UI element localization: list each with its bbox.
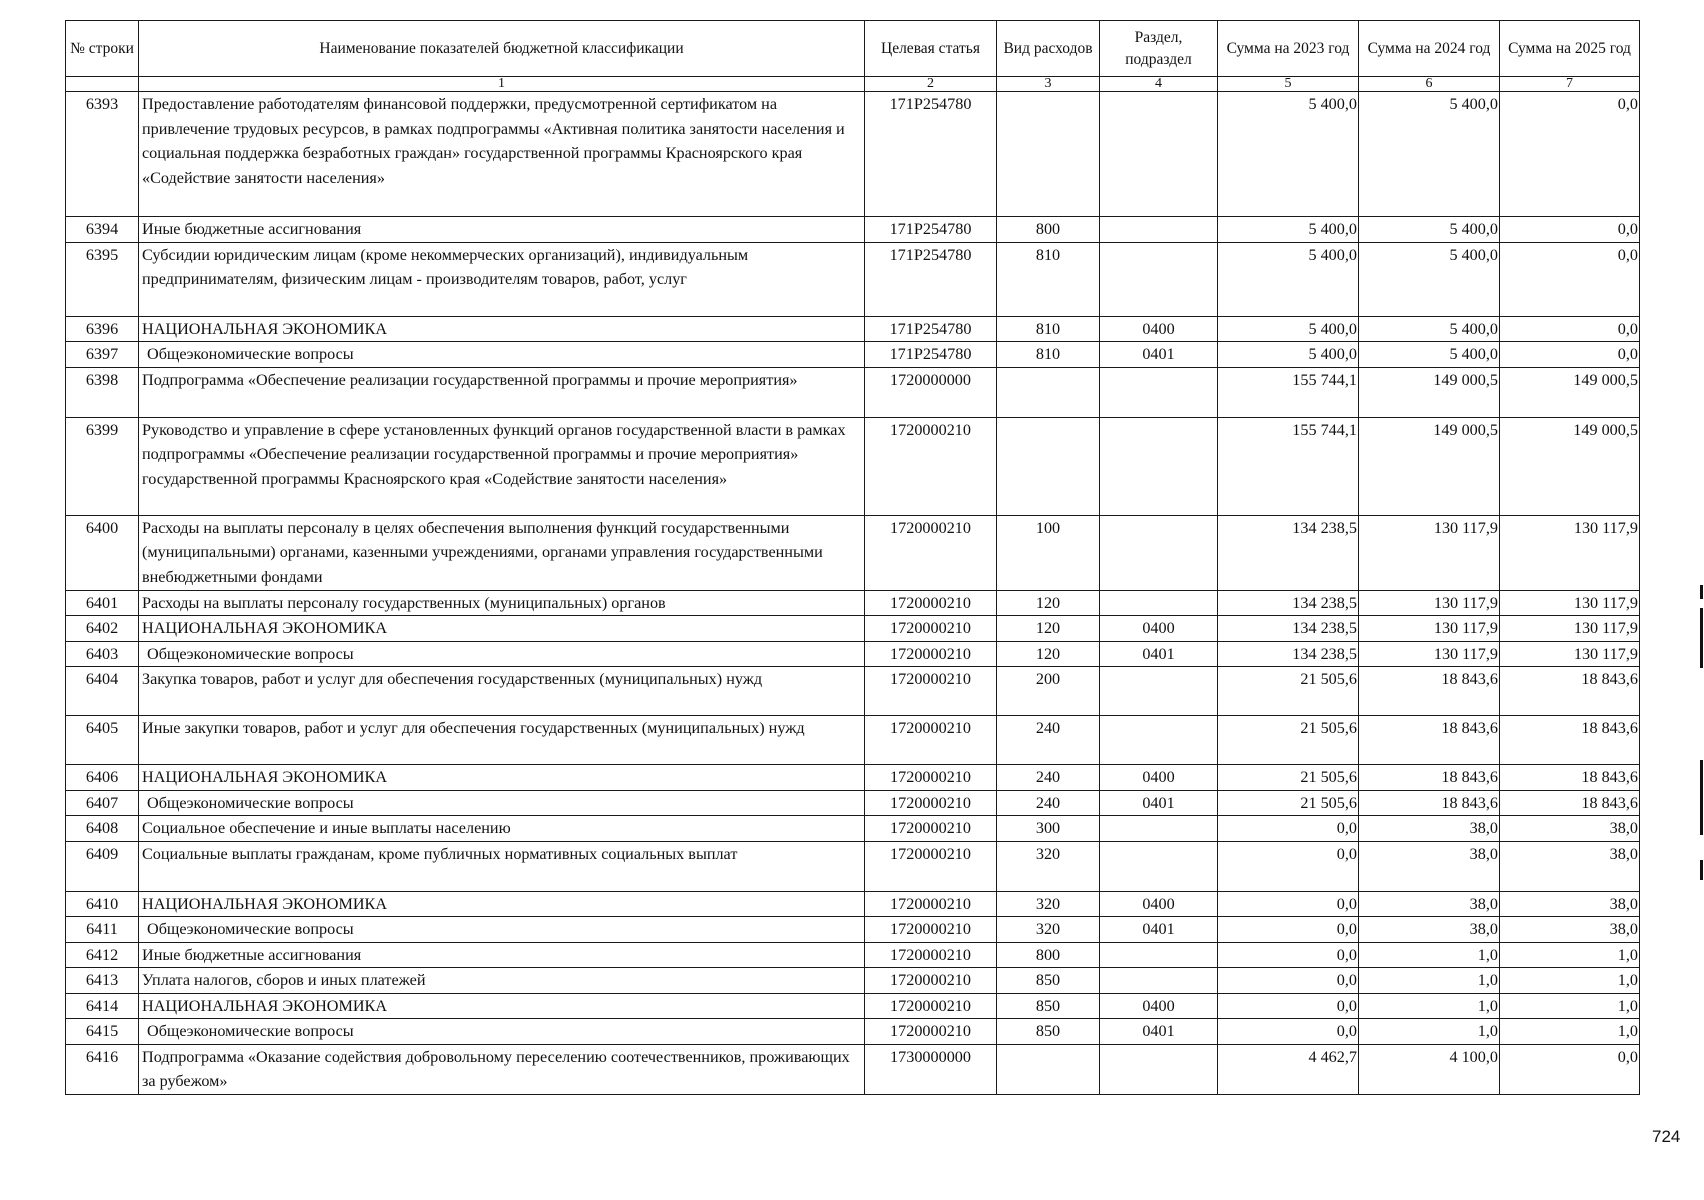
row-number: 6393 (66, 92, 139, 217)
scan-edge-mark (1700, 760, 1703, 835)
row-expense-type: 240 (997, 765, 1100, 791)
table-row (66, 641, 1640, 667)
row-sum-2025: 1,0 (1500, 968, 1640, 994)
header-index: 7 (1500, 77, 1640, 92)
table-row (66, 1044, 1640, 1094)
row-sum-2024: 130 117,9 (1359, 641, 1500, 667)
row-sum-2023: 0,0 (1218, 917, 1359, 943)
row-sum-2025: 149 000,5 (1500, 367, 1640, 417)
row-sum-2025: 1,0 (1500, 1019, 1640, 1045)
row-section (1100, 417, 1218, 515)
row-name: Расходы на выплаты персоналу в целях обеспечения выполнения функций государственными (муниципальными) органами, казенными учреждениями, органами управления государственными внебюджетными фондами (139, 515, 865, 590)
row-section (1100, 367, 1218, 417)
row-sum-2023: 0,0 (1218, 942, 1359, 968)
row-target-article: 1730000000 (865, 1044, 997, 1094)
row-sum-2023: 21 505,6 (1218, 790, 1359, 816)
row-expense-type (997, 417, 1100, 515)
row-expense-type: 850 (997, 968, 1100, 994)
row-sum-2024: 38,0 (1359, 917, 1500, 943)
row-expense-type: 320 (997, 891, 1100, 917)
table-row (66, 993, 1640, 1019)
row-number: 6399 (66, 417, 139, 515)
row-target-article: 1720000210 (865, 891, 997, 917)
row-sum-2025: 130 117,9 (1500, 641, 1640, 667)
row-number: 6398 (66, 367, 139, 417)
row-section (1100, 968, 1218, 994)
row-sum-2025: 18 843,6 (1500, 716, 1640, 765)
row-name: Общеэкономические вопросы (139, 917, 865, 943)
row-name: Иные бюджетные ассигнования (139, 942, 865, 968)
row-sum-2025: 1,0 (1500, 942, 1640, 968)
header-index: 4 (1100, 77, 1218, 92)
row-section: 0400 (1100, 316, 1218, 342)
row-expense-type (997, 367, 1100, 417)
row-sum-2024: 5 400,0 (1359, 92, 1500, 217)
row-name: Общеэкономические вопросы (139, 790, 865, 816)
table-row (66, 217, 1640, 243)
row-expense-type: 200 (997, 667, 1100, 716)
row-section: 0400 (1100, 993, 1218, 1019)
row-section: 0400 (1100, 765, 1218, 791)
row-sum-2024: 4 100,0 (1359, 1044, 1500, 1094)
table-row (66, 841, 1640, 891)
table-row (66, 917, 1640, 943)
row-expense-type: 320 (997, 841, 1100, 891)
row-sum-2025: 0,0 (1500, 1044, 1640, 1094)
row-sum-2024: 18 843,6 (1359, 790, 1500, 816)
scan-edge-mark (1700, 860, 1703, 880)
table-row (66, 342, 1640, 368)
row-sum-2024: 1,0 (1359, 968, 1500, 994)
table-row (66, 515, 1640, 590)
row-name: Иные закупки товаров, работ и услуг для обеспечения государственных (муниципальных) нужд (139, 716, 865, 765)
row-section (1100, 1044, 1218, 1094)
row-sum-2023: 5 400,0 (1218, 92, 1359, 217)
row-sum-2024: 5 400,0 (1359, 242, 1500, 316)
row-expense-type: 800 (997, 942, 1100, 968)
row-number: 6412 (66, 942, 139, 968)
row-expense-type: 800 (997, 217, 1100, 243)
row-expense-type: 320 (997, 917, 1100, 943)
table-row (66, 765, 1640, 791)
row-sum-2025: 1,0 (1500, 993, 1640, 1019)
row-name: Подпрограмма «Оказание содействия добровольному переселению соотечественников, проживающих за рубежом» (139, 1044, 865, 1094)
row-name: Расходы на выплаты персоналу государственных (муниципальных) органов (139, 590, 865, 616)
header-sum-2025: Сумма на 2025 год (1500, 21, 1640, 77)
row-name: Общеэкономические вопросы (139, 1019, 865, 1045)
row-number: 6395 (66, 242, 139, 316)
row-section: 0401 (1100, 917, 1218, 943)
row-expense-type: 120 (997, 641, 1100, 667)
row-sum-2025: 38,0 (1500, 841, 1640, 891)
table-row (66, 367, 1640, 417)
row-name: Иные бюджетные ассигнования (139, 217, 865, 243)
row-target-article: 1720000210 (865, 968, 997, 994)
row-number: 6409 (66, 841, 139, 891)
row-name: Уплата налогов, сборов и иных платежей (139, 968, 865, 994)
row-name: Закупка товаров, работ и услуг для обеспечения государственных (муниципальных) нужд (139, 667, 865, 716)
table-row (66, 316, 1640, 342)
page-number: 724 (1652, 1127, 1681, 1146)
row-sum-2024: 149 000,5 (1359, 367, 1500, 417)
row-expense-type: 850 (997, 993, 1100, 1019)
row-expense-type (997, 1044, 1100, 1094)
row-sum-2023: 5 400,0 (1218, 316, 1359, 342)
row-name: Руководство и управление в сфере установленных функций органов государственной власти в рамках подпрограммы «Обеспечение реализации государственной программы и прочие мероприятия» государственной программы Красноярского края «Содействие занятости населения» (139, 417, 865, 515)
row-sum-2024: 38,0 (1359, 841, 1500, 891)
row-sum-2025: 18 843,6 (1500, 765, 1640, 791)
budget-table (65, 20, 1640, 1095)
row-section (1100, 841, 1218, 891)
table-row (66, 92, 1640, 217)
row-sum-2024: 130 117,9 (1359, 515, 1500, 590)
row-section (1100, 590, 1218, 616)
row-sum-2025: 149 000,5 (1500, 417, 1640, 515)
table-row (66, 242, 1640, 316)
row-expense-type: 100 (997, 515, 1100, 590)
row-sum-2024: 130 117,9 (1359, 616, 1500, 642)
row-expense-type: 850 (997, 1019, 1100, 1045)
row-expense-type (997, 92, 1100, 217)
row-name: Социальные выплаты гражданам, кроме публичных нормативных социальных выплат (139, 841, 865, 891)
row-number: 6404 (66, 667, 139, 716)
row-target-article: 1720000210 (865, 716, 997, 765)
header-index: 3 (997, 77, 1100, 92)
row-target-article: 1720000210 (865, 942, 997, 968)
row-sum-2025: 130 117,9 (1500, 590, 1640, 616)
row-sum-2025: 0,0 (1500, 342, 1640, 368)
row-sum-2025: 38,0 (1500, 917, 1640, 943)
row-sum-2025: 0,0 (1500, 242, 1640, 316)
row-sum-2024: 38,0 (1359, 816, 1500, 842)
row-sum-2023: 0,0 (1218, 968, 1359, 994)
row-sum-2023: 134 238,5 (1218, 616, 1359, 642)
row-sum-2023: 21 505,6 (1218, 765, 1359, 791)
row-target-article: 171P254780 (865, 92, 997, 217)
row-sum-2023: 0,0 (1218, 841, 1359, 891)
row-target-article: 1720000210 (865, 515, 997, 590)
row-number: 6406 (66, 765, 139, 791)
row-number: 6411 (66, 917, 139, 943)
row-target-article: 1720000210 (865, 765, 997, 791)
row-sum-2023: 0,0 (1218, 1019, 1359, 1045)
row-sum-2023: 0,0 (1218, 816, 1359, 842)
row-number: 6397 (66, 342, 139, 368)
row-number: 6416 (66, 1044, 139, 1094)
row-expense-type: 240 (997, 716, 1100, 765)
row-name: НАЦИОНАЛЬНАЯ ЭКОНОМИКА (139, 891, 865, 917)
row-target-article: 1720000000 (865, 367, 997, 417)
header-sum-2024: Сумма на 2024 год (1359, 21, 1500, 77)
row-sum-2025: 130 117,9 (1500, 616, 1640, 642)
row-name: Общеэкономические вопросы (139, 342, 865, 368)
row-sum-2024: 5 400,0 (1359, 316, 1500, 342)
row-name: Предоставление работодателям финансовой поддержки, предусмотренной сертификатом на привлечение трудовых ресурсов, в рамках подпрограммы «Активная политика занятости населения и социальная поддержка безработных граждан» государственной программы Красноярского края «Содействие занятости населения» (139, 92, 865, 217)
row-name: Социальное обеспечение и иные выплаты населению (139, 816, 865, 842)
row-section (1100, 92, 1218, 217)
row-target-article: 1720000210 (865, 641, 997, 667)
row-target-article: 1720000210 (865, 790, 997, 816)
row-expense-type: 240 (997, 790, 1100, 816)
row-number: 6414 (66, 993, 139, 1019)
row-target-article: 171P254780 (865, 217, 997, 243)
row-sum-2023: 155 744,1 (1218, 367, 1359, 417)
row-sum-2023: 21 505,6 (1218, 716, 1359, 765)
row-sum-2023: 21 505,6 (1218, 667, 1359, 716)
row-expense-type: 810 (997, 242, 1100, 316)
row-sum-2023: 5 400,0 (1218, 242, 1359, 316)
row-expense-type: 810 (997, 342, 1100, 368)
row-name: НАЦИОНАЛЬНАЯ ЭКОНОМИКА (139, 616, 865, 642)
table-row (66, 417, 1640, 515)
row-sum-2023: 134 238,5 (1218, 515, 1359, 590)
row-name: НАЦИОНАЛЬНАЯ ЭКОНОМИКА (139, 316, 865, 342)
row-sum-2024: 149 000,5 (1359, 417, 1500, 515)
row-expense-type: 120 (997, 590, 1100, 616)
row-name: Подпрограмма «Обеспечение реализации государственной программы и прочие мероприятия» (139, 367, 865, 417)
row-section (1100, 515, 1218, 590)
row-number: 6394 (66, 217, 139, 243)
row-sum-2024: 1,0 (1359, 942, 1500, 968)
header-index (66, 77, 139, 92)
row-section (1100, 816, 1218, 842)
row-sum-2025: 0,0 (1500, 316, 1640, 342)
row-number: 6407 (66, 790, 139, 816)
row-number: 6405 (66, 716, 139, 765)
header-name: Наименование показателей бюджетной классификации (139, 21, 865, 77)
row-sum-2024: 5 400,0 (1359, 342, 1500, 368)
row-target-article: 1720000210 (865, 590, 997, 616)
row-sum-2024: 38,0 (1359, 891, 1500, 917)
row-section (1100, 667, 1218, 716)
header-exp-type: Вид расходов (997, 21, 1100, 77)
row-sum-2024: 18 843,6 (1359, 765, 1500, 791)
row-expense-type: 300 (997, 816, 1100, 842)
row-sum-2025: 130 117,9 (1500, 515, 1640, 590)
row-sum-2023: 0,0 (1218, 993, 1359, 1019)
row-sum-2025: 38,0 (1500, 816, 1640, 842)
table-body (66, 92, 1640, 1095)
row-sum-2023: 134 238,5 (1218, 641, 1359, 667)
row-sum-2024: 1,0 (1359, 1019, 1500, 1045)
row-sum-2025: 0,0 (1500, 217, 1640, 243)
row-number: 6413 (66, 968, 139, 994)
row-sum-2025: 18 843,6 (1500, 667, 1640, 716)
row-section: 0400 (1100, 891, 1218, 917)
row-section: 0401 (1100, 641, 1218, 667)
header-index: 5 (1218, 77, 1359, 92)
row-section: 0400 (1100, 616, 1218, 642)
table-row (66, 790, 1640, 816)
row-sum-2023: 5 400,0 (1218, 342, 1359, 368)
scan-edge-mark (1700, 585, 1703, 599)
table-row (66, 716, 1640, 765)
header-section: Раздел, подраздел (1100, 21, 1218, 77)
table-row (66, 1019, 1640, 1045)
table-header (66, 21, 1640, 92)
row-expense-type: 120 (997, 616, 1100, 642)
header-index: 2 (865, 77, 997, 92)
row-section (1100, 942, 1218, 968)
row-number: 6403 (66, 641, 139, 667)
row-name: Субсидии юридическим лицам (кроме некоммерческих организаций), индивидуальным предпринимателям, физическим лицам - производителям товаров, работ, услуг (139, 242, 865, 316)
row-target-article: 1720000210 (865, 993, 997, 1019)
row-target-article: 1720000210 (865, 1019, 997, 1045)
row-section: 0401 (1100, 342, 1218, 368)
row-number: 6410 (66, 891, 139, 917)
row-target-article: 1720000210 (865, 667, 997, 716)
row-sum-2025: 18 843,6 (1500, 790, 1640, 816)
header-index: 1 (139, 77, 865, 92)
row-section: 0401 (1100, 1019, 1218, 1045)
row-number: 6400 (66, 515, 139, 590)
table-row (66, 891, 1640, 917)
row-number: 6401 (66, 590, 139, 616)
row-section (1100, 716, 1218, 765)
row-name: НАЦИОНАЛЬНАЯ ЭКОНОМИКА (139, 765, 865, 791)
row-sum-2025: 0,0 (1500, 92, 1640, 217)
row-target-article: 1720000210 (865, 616, 997, 642)
header-index: 6 (1359, 77, 1500, 92)
row-target-article: 171P254780 (865, 316, 997, 342)
row-sum-2024: 5 400,0 (1359, 217, 1500, 243)
row-number: 6415 (66, 1019, 139, 1045)
row-name: НАЦИОНАЛЬНАЯ ЭКОНОМИКА (139, 993, 865, 1019)
row-sum-2023: 0,0 (1218, 891, 1359, 917)
row-section: 0401 (1100, 790, 1218, 816)
table-row (66, 816, 1640, 842)
row-sum-2023: 155 744,1 (1218, 417, 1359, 515)
row-number: 6408 (66, 816, 139, 842)
header-target: Целевая статья (865, 21, 997, 77)
row-sum-2023: 5 400,0 (1218, 217, 1359, 243)
table-row (66, 942, 1640, 968)
row-sum-2024: 1,0 (1359, 993, 1500, 1019)
row-target-article: 171P254780 (865, 242, 997, 316)
row-section (1100, 242, 1218, 316)
row-sum-2024: 130 117,9 (1359, 590, 1500, 616)
row-sum-2025: 38,0 (1500, 891, 1640, 917)
table-row (66, 590, 1640, 616)
row-expense-type: 810 (997, 316, 1100, 342)
table-row (66, 667, 1640, 716)
row-section (1100, 217, 1218, 243)
table-row (66, 968, 1640, 994)
header-sum-2023: Сумма на 2023 год (1218, 21, 1359, 77)
row-target-article: 1720000210 (865, 417, 997, 515)
row-target-article: 1720000210 (865, 917, 997, 943)
row-number: 6402 (66, 616, 139, 642)
row-name: Общеэкономические вопросы (139, 641, 865, 667)
row-target-article: 1720000210 (865, 841, 997, 891)
row-sum-2023: 134 238,5 (1218, 590, 1359, 616)
row-number: 6396 (66, 316, 139, 342)
header-row-no: № строки (66, 21, 139, 77)
row-sum-2023: 4 462,7 (1218, 1044, 1359, 1094)
row-target-article: 1720000210 (865, 816, 997, 842)
scan-edge-mark (1700, 608, 1703, 668)
row-target-article: 171P254780 (865, 342, 997, 368)
table-row (66, 616, 1640, 642)
row-sum-2024: 18 843,6 (1359, 667, 1500, 716)
row-sum-2024: 18 843,6 (1359, 716, 1500, 765)
